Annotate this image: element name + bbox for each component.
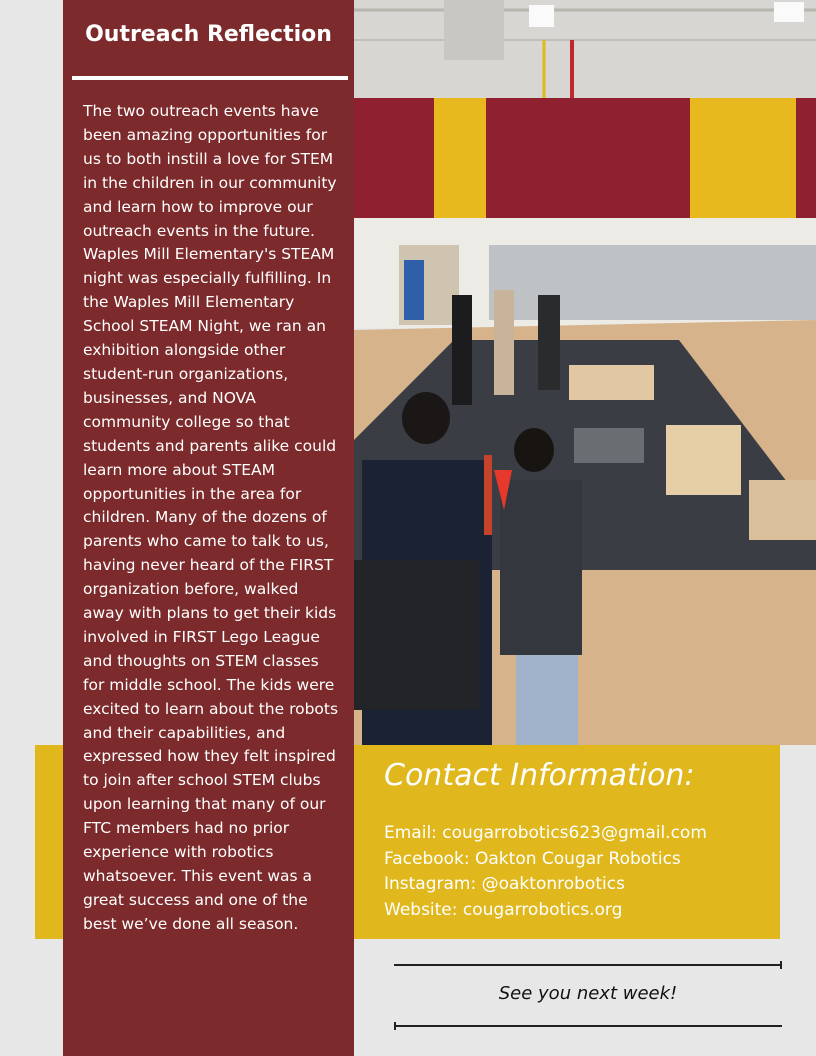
contact-heading: Contact Information:	[384, 758, 695, 793]
outreach-body: The two outreach events have been amazing opportunities for us to both instill a love for STEM in the children in our community and learn how to improve our outreach events in the future. Waples Mill Elementary's STEAM night was especially fulfilling. In the Waples Mill Elementary School STEAM Night, we ran an exhibition alongside other student-run organizations, businesses, and NOVA community college so that students and parents alike could learn more about STEAM opportunities in the area for children. Many of the dozens of parents who came to talk to us, having never heard of the FIRST organization before, walked away with plans to get their kids involved in FIRST Lego League and thoughts on STEM classes for middle school. The kids were excited to learn about the robots and their capabilities, and expressed how they felt inspired to join after school STEM clubs upon learning that many of our FTC members had no prior experience with robotics whatsoever. This event was a great success and one of the best we’ve done all season.	[83, 102, 339, 933]
outreach-title: Outreach Reflection	[85, 22, 332, 47]
outreach-panel	[63, 0, 354, 1056]
contact-facebook[interactable]: Facebook: Oakton Cougar Robotics	[384, 848, 681, 869]
contact-website[interactable]: Website: cougarrobotics.org	[384, 900, 623, 921]
gym-robotics-photo	[354, 0, 816, 745]
title-divider	[72, 76, 348, 80]
contact-email[interactable]: Email: cougarrobotics623@gmail.com	[384, 823, 707, 843]
bottom-rule	[394, 1025, 782, 1027]
contact-instagram[interactable]: Instagram: @oaktonrobotics	[384, 874, 625, 895]
signoff-text: See you next week!	[498, 983, 678, 1004]
bottom-rule-cap	[394, 1022, 396, 1030]
top-rule	[394, 964, 782, 966]
top-rule-cap	[780, 961, 782, 969]
contact-info	[384, 758, 774, 924]
